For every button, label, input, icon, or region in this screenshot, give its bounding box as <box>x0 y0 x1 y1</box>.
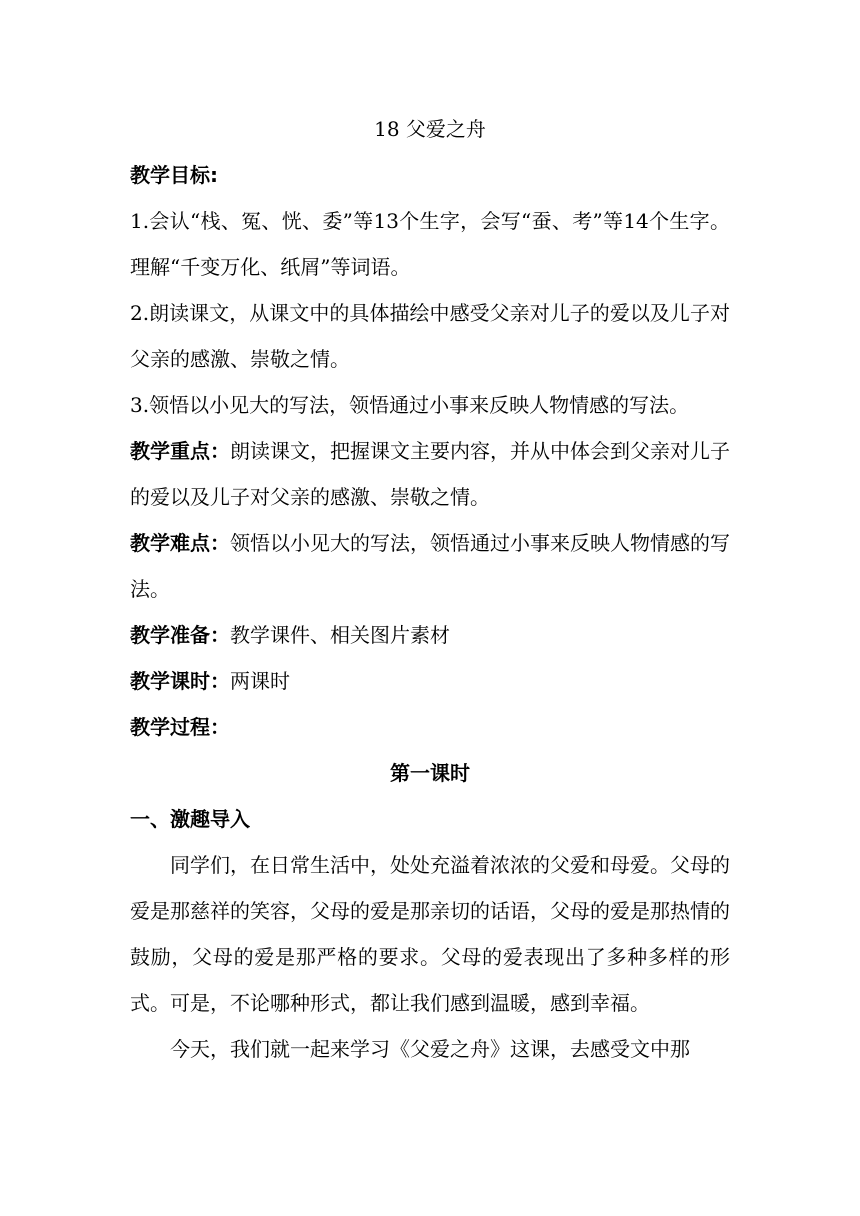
objectives-heading: 教学目标: <box>130 163 218 187</box>
lesson-title: 18 父爱之舟 <box>374 117 486 141</box>
preparation-text: 教学课件、相关图片素材 <box>230 623 450 647</box>
difficulties-text: 领悟以小见大的写法，领悟通过小事来反映人物情感的写法。 <box>130 531 730 601</box>
objective-item-2: 2.朗读课文，从课文中的具体描绘中感受父亲对儿子的爱以及儿子对父亲的感激、崇敬之情。 <box>130 301 730 371</box>
key-points-paragraph <box>130 428 730 520</box>
objective-item-1: 1.会认“栈、冤、恍、委”等13个生字，会写“蚕、考”等14个生字。理解“千变万化、纸屑”等词语。 <box>130 209 730 279</box>
hours-text: 两课时 <box>230 669 290 693</box>
hours-label: 教学课时： <box>130 669 230 693</box>
preparation-label: 教学准备： <box>130 623 230 647</box>
objective-item-3: 3.领悟以小见大的写法，领悟通过小事来反映人物情感的写法。 <box>130 393 690 417</box>
hours-paragraph <box>130 658 730 704</box>
difficulties-paragraph <box>130 520 730 612</box>
intro-paragraph-1: 同学们，在日常生活中，处处充溢着浓浓的父爱和母爱。父母的爱是那慈祥的笑容，父母的爱是那亲切的话语，父母的爱是那热情的鼓励，父母的爱是那严格的要求。父母的爱表现出了多种多样的形式。可是，不论哪种形式，都让我们感到温暖，感到幸福。 <box>130 853 730 1015</box>
lesson-one-heading: 第一课时 <box>390 761 470 785</box>
key-points-label: 教学重点： <box>130 439 230 463</box>
document-page <box>130 106 730 1072</box>
key-points-text: 朗读课文，把握课文主要内容，并从中体会到父亲对儿子的爱以及儿子对父亲的感激、崇敬之情。 <box>130 439 730 509</box>
intro-paragraph-2: 今天，我们就一起来学习《父爱之舟》这课，去感受文中那 <box>170 1037 690 1061</box>
preparation-paragraph <box>130 612 730 658</box>
process-heading: 教学过程： <box>130 715 230 739</box>
section-heading-intro: 一、激趣导入 <box>130 807 250 831</box>
difficulties-label: 教学难点： <box>130 531 230 555</box>
